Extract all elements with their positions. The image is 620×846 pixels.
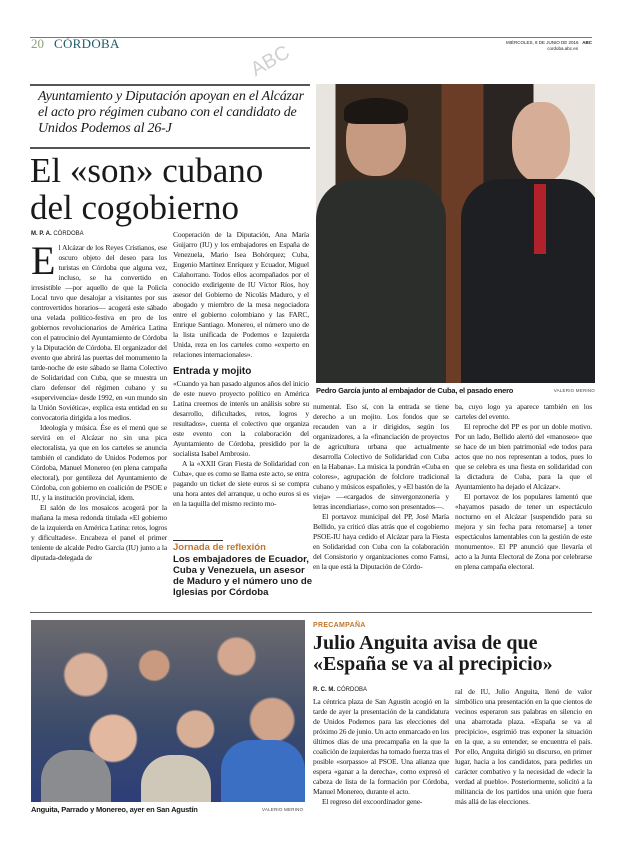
- main-column-2: [173, 230, 309, 509]
- paragraph: La céntrica plaza de San Agustín acogió en la tarde de ayer la presentación de la candidatura de Unidos Podemos para las elecciones del próximo 26 de junio. Un acto enmarcado en los últimos días de una precampaña en la que la coalición de izquierdas ha tomado fuerza tras el posible «sorpasso» al PSOE. Una alianza que espera «ganar a la derecha», como expresó el cabeza de lista de la formación por Córdoba, Manuel Monereo, durante el acto.: [313, 697, 449, 796]
- section-divider: [30, 612, 592, 613]
- crowd-photo-caption: Anguita, Parrado y Monereo, ayer en San Agustín: [31, 805, 198, 814]
- byline-author: M. P. A.: [31, 231, 52, 237]
- person-right-body: [461, 179, 595, 383]
- paragraph: ral de IU, Julio Anguita, llenó de valor simbólico una presentación en la que cientos de vecinos esperaron sus palabras en silencio en una abarrotada plaza. «España se va al precipicio», esgrimió tras exponer la situación en la que, a su entender, se encuentra el país. Por ello, Anguita dirigió su discurso, en primer lugar, hacia a los candidatos, para pedirles un carácter combativo y la necesidad de «decir la verdad al pueblo». Posteriormente, solicitó a la militancia de los partidos una unión que fuera más allá de las elecciones.: [455, 687, 592, 806]
- header-date: MIÉRCOLES, 8 DE JUNIO DE 2016: [505, 40, 579, 45]
- second-byline: [313, 687, 367, 693]
- second-headline-line-1: Julio Anguita avisa de que: [313, 632, 538, 654]
- person-left-body: [316, 179, 446, 383]
- byline-place: CÓRDOBA: [336, 687, 368, 693]
- header-brand: ABC: [582, 40, 592, 45]
- main-column-4: [455, 402, 592, 572]
- main-byline: [31, 231, 84, 237]
- paragraph: El regreso del excoordinador gene-: [322, 797, 423, 806]
- page-number: 20: [31, 36, 44, 51]
- kicker-bottom-rule: [30, 147, 310, 149]
- sidebar-kicker: Jornada de reflexión: [173, 542, 266, 553]
- paragraph: Cooperación de la Diputación, Ana María Guijarro (IU) y los embajadores en España de Venezuela, Mario Isea Bohórquez; Cuba, Eugenio Martínez Enríquez y Ecuador, Miguel Calahorrano. Todos ellos acompañados por el conocido exdirigente de IU Víctor Ríos, hoy asesor del Gobierno de Nicolás Maduro, y el abogado y miembro de la mesa negociadora entre el gobierno colombiano y las FARC, Enrique Santiago. Monereo, el número uno de la lista unificada de Podemos e Izquierda Unida, reza en los carteles como «experto en relaciones internacionales».: [173, 230, 309, 359]
- main-photo-credit: VALERIO MERINO: [553, 388, 595, 393]
- header-meta: [440, 40, 592, 52]
- paragraph: numental. Eso sí, con la entrada se tiene derecho a un mojito. Los fondos que se recauden van a ir dirigidos, según los organizadores, a la «financiación de proyectos de agricultura urbana que actualmente desarrolla Colectivo de Solidaridad con Cuba en la Habana». La música la pondrán «Cuba en colores», agrupación de folclore tradicional cubano y músicos españoles, y «El bastón de la vieja» —«cargados de sinvergonzonería y letras incendiarias», como son presentados—.: [313, 402, 449, 511]
- main-photo-caption: Pedro García junto al embajador de Cuba, el pasado enero: [316, 386, 514, 395]
- person-left-hair: [344, 98, 408, 124]
- second-headline: [313, 633, 553, 675]
- second-column-1: [313, 697, 449, 807]
- subhead: Entrada y mojito: [173, 366, 252, 377]
- sidebar-text: Los embajadores de Ecuador, Cuba y Venezuela, un asesor de Maduro y el número uno de Iglesias por Córdoba: [173, 554, 313, 598]
- crowd-shirt-blue: [221, 740, 305, 802]
- sidebar-rule: [173, 540, 223, 541]
- paragraph: El portavoz municipal del PP, José María Bellido, ya criticó días atrás que el cogobierno PSOE-IU haya cedido el Alcázar para la Fiesta en Solidaridad con Cuba con la colaboración del Consistorio y organizaciones como Famsi, en la que está la Diputación de Córdo-: [313, 512, 449, 571]
- main-column-1: [31, 238, 167, 563]
- paragraph: A la «XXII Gran Fiesta de Solidaridad con Cuba», que es como se llama este acto, se entra pagando un ticket de siete euros si se compra una hora antes del arranque, u ocho euros si es en la taquilla del mismo recinto mo-: [173, 459, 309, 508]
- header-website: cordoba.abc.es: [547, 46, 578, 51]
- paragraph: El salón de los mosaicos acogerá por la mañana la mesa redonda titulada «El gobierno de la izquierda en América Latina: retos, logros y dificultades». Encabeza el panel el primer teniente de alcalde Pedro García (IU) junto a la diputada-delegada de: [31, 503, 167, 562]
- kicker-top-rule: [30, 84, 310, 86]
- paragraph: El reproche del PP es por un doble motivo. Por un lado, Bellido alertó del «manoseo» que se hace de un bien patrimonial «de todos para actos que no nos representan a todos, pues lo que se celebra es una fiesta en solidaridad con la dictadura de Cuba, para la que el Ayuntamiento ha dejado el Alcázar».: [455, 422, 592, 491]
- second-headline-line-2: «España se va al precipicio»: [313, 653, 553, 675]
- paragraph: El portavoz de los populares lamentó que «hayamos pasado de tener un espectáculo nocturno en el Alcázar [suspendido para su mejora y sin fecha para retomarse] a tener espectáculos lamentables con la gestión de este monumento». El PP anunció que llevaría el acto a la Junta Electoral de Zona por celebrarse en plena campaña electoral.: [455, 492, 592, 571]
- crowd-shirt-light: [141, 755, 211, 802]
- headline-line-2: del cogobierno: [30, 188, 239, 227]
- paragraph: «Cuando ya han pasado algunos años del inicio de este nuevo proyecto político en América Latina creemos de interés un análisis sobre su desarrollo, dificultades, retos, logros y resultados», cuenta el colectivo que organiza este evento con la colaboración del Ayuntamiento de Córdoba, presidido por la socialista Isabel Ambrosio.: [173, 379, 309, 458]
- crowd-photo-credit: VALERIO MERINO: [262, 807, 304, 812]
- crowd-photo: [31, 620, 305, 802]
- main-headline: [30, 152, 263, 226]
- paragraph: El Alcázar de los Reyes Cristianos, ese oscuro objeto del deseo para los turistas en Córdoba que alguna vez, incluso, se ha convertido en irresistible —por aquello de que la Policía Local tuvo que desalojar a visitantes por sus controvertidos horarios— acogerá este sábado una velada político-festiva en pro de los gobiernos revolucionarios de América Latina con el patrocinio del Ayuntamiento de Córdoba y la Diputación de Córdoba. El organizador del evento que abrirá las puertas del monumento la tarde-noche de este sábado se llama Colectivo de Solidaridad con Cuba, que se muestra un claro defensor del régimen cubano y su «supervivencia» desde 1992, en «un mundo sin la Unión Soviética», explica esta entidad en su convocatoria dirigida a los medios.: [31, 238, 167, 422]
- main-photo: [316, 84, 595, 383]
- byline-place: CÓRDOBA: [53, 231, 84, 237]
- kicker: Ayuntamiento y Diputación apoyan en el Alcázar el acto pro régimen cubano con el candidato de Unidos Podemos al 26-J: [38, 89, 304, 136]
- dropcap: E: [31, 238, 56, 283]
- section-tag: PRECAMPAÑA: [313, 622, 366, 629]
- main-column-3: [313, 402, 449, 572]
- headline-line-1: El «son» cubano: [30, 151, 264, 190]
- crowd-shirt-grey: [41, 750, 111, 802]
- person-right-tie: [534, 184, 546, 254]
- byline-author: R. C. M.: [313, 687, 335, 693]
- second-column-2: [455, 687, 592, 807]
- paragraph: Ideología y música. Ése es el menú que se servirá en el Alcázar no sin una pica electoralista, ya que en los carteles se anuncia también el candidato de Unidos Podemos por Córdoba, Manuel Monereo (en plena campaña electoral), por gentileza del Ayuntamiento de Córdoba, con gobierno en coalición de PSOE e IU, y la institución provincial, ídem.: [31, 423, 167, 502]
- abc-watermark: ABC: [247, 41, 294, 81]
- paragraph: ba, cuyo logo ya aparece también en los carteles del evento.: [455, 402, 592, 421]
- person-right: [512, 102, 570, 182]
- section-name: CÓRDOBA: [54, 36, 120, 51]
